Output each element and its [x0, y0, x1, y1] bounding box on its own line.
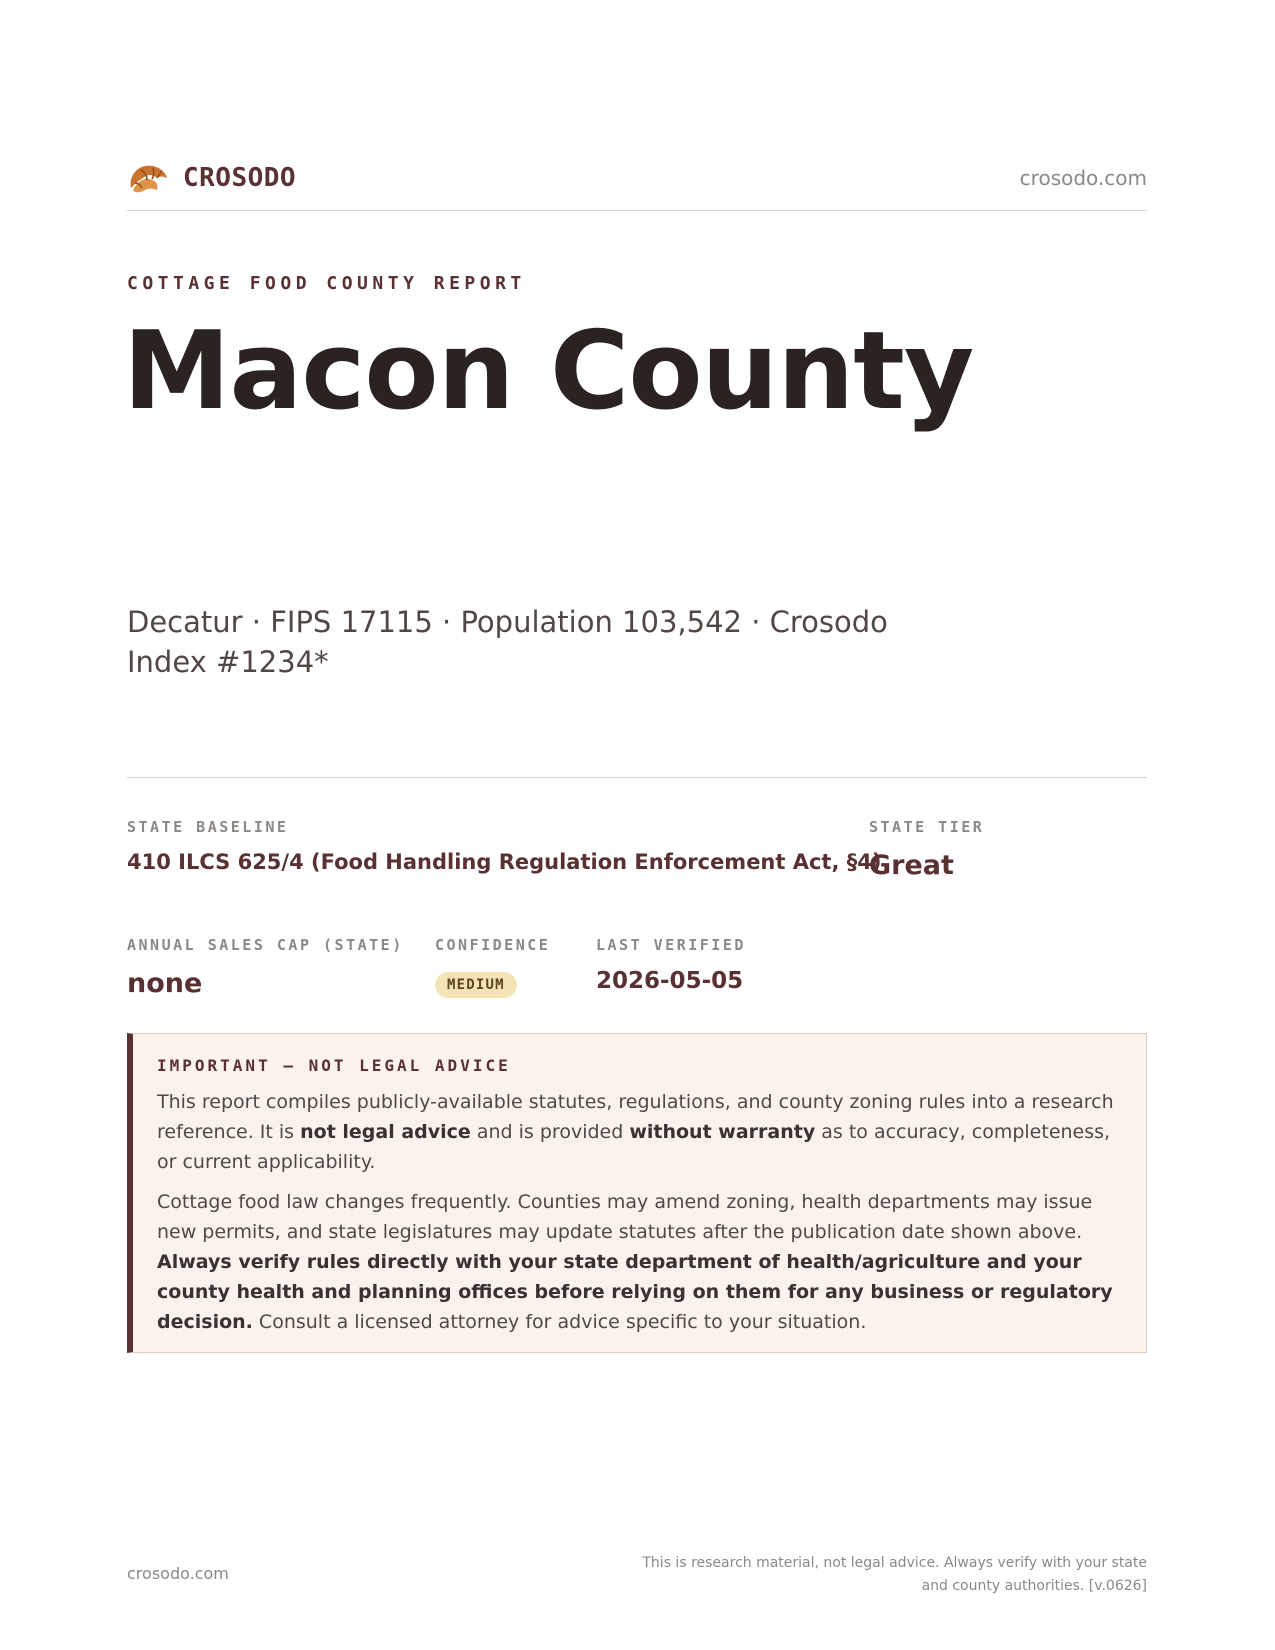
fact-value: 410 ILCS 625/4 (Food Handling Regulation Enforcement Act, §4) [127, 850, 882, 874]
footer-url[interactable]: crosodo.com [127, 1564, 229, 1583]
fact-value: 2026-05-05 [596, 968, 744, 994]
croissant-icon [127, 158, 169, 198]
page-subtitle: Decatur · FIPS 17115 · Population 103,542 · Crosodo Index #1234* [127, 605, 888, 679]
fact-label: LAST VERIFIED [596, 936, 746, 954]
fact-label: ANNUAL SALES CAP (STATE) [127, 936, 404, 954]
report-page [123, 0, 1147, 1650]
brand [127, 158, 296, 198]
fact-state-tier [869, 818, 984, 881]
notice-label: IMPORTANT — NOT LEGAL ADVICE [157, 1056, 511, 1075]
fact-state-baseline [127, 818, 881, 874]
fact-value: none [127, 968, 203, 999]
fact-confidence [435, 936, 550, 998]
site-url[interactable]: crosodo.com [1019, 166, 1147, 190]
confidence-badge: MEDIUM [435, 972, 517, 998]
section-divider [127, 777, 1147, 778]
fact-label: STATE TIER [869, 818, 985, 836]
notice-paragraph: Cottage food law changes frequently. Counties may amend zoning, health departments may issue new permits, and state legislatures may update statutes after the publication date shown above. Always verify rules directly with your state department of health/agriculture and your county health and planning offices before relying on them for any business or regulatory decision. Consult a licensed attorney for advice specific to your situation. [157, 1191, 1113, 1333]
report-kicker: COTTAGE FOOD COUNTY REPORT [127, 273, 526, 294]
page-title: Macon County [123, 309, 974, 434]
fact-label: STATE BASELINE [127, 818, 289, 836]
page-header [127, 158, 1147, 211]
fact-last-verified [596, 936, 746, 994]
brand-name: CROSODO [183, 163, 297, 193]
fact-sales-cap [127, 936, 404, 999]
legal-notice [127, 1033, 1147, 1353]
footer-disclaimer: This is research material, not legal advice. Always verify with your state and county authorities. [v.0626] [642, 1555, 1147, 1594]
fact-label: CONFIDENCE [435, 936, 551, 954]
fact-value: Great [869, 850, 954, 881]
notice-paragraph: This report compiles publicly-available statutes, regulations, and county zoning rules into a research reference. It is not legal advice and is provided without warranty as to accuracy, completeness, or current applicability. [157, 1091, 1114, 1173]
